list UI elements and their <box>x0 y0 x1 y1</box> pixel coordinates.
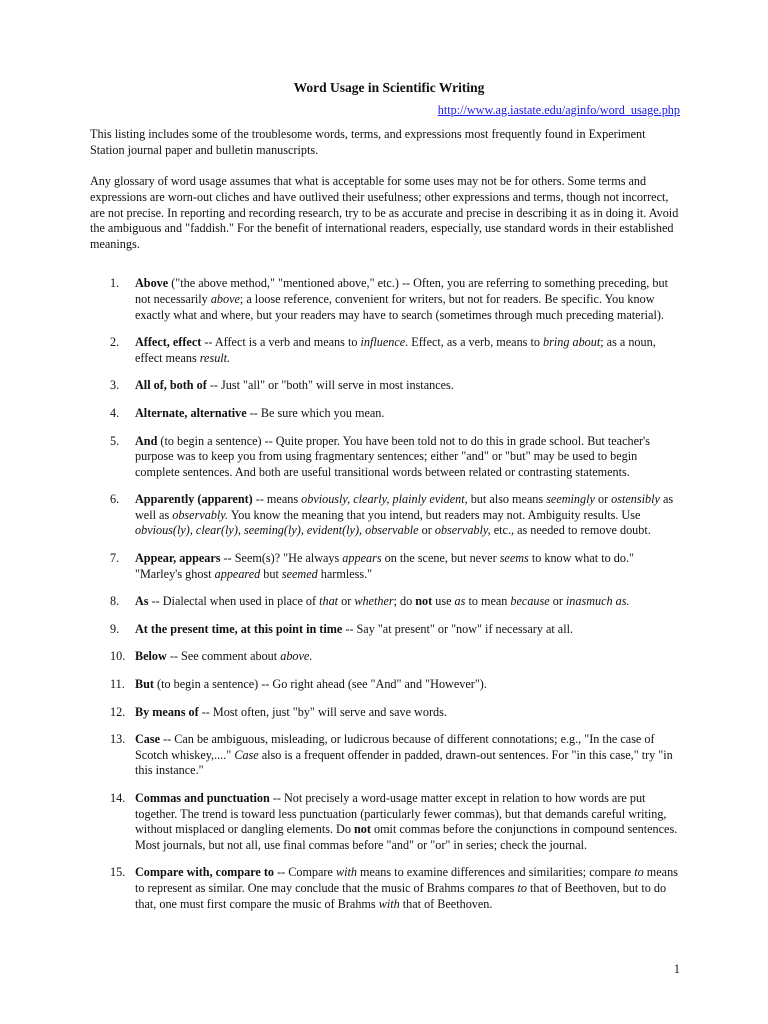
item-text-italic: that <box>319 594 339 609</box>
item-text-italic: bring about <box>543 335 601 350</box>
item-number: 10. <box>110 649 126 664</box>
item-text: -- Say "at present" or "now" if necessary at all. <box>342 621 574 636</box>
usage-item <box>90 492 680 539</box>
item-text: or <box>549 594 566 609</box>
item-term: But <box>135 677 154 692</box>
usage-item <box>90 434 680 481</box>
item-text: ; a loose reference, convenient for writers, but not for readers. Be specific. You know exactly what and where, but your readers may have to search (sometimes through much preceding material). <box>135 291 664 322</box>
item-text: ; do <box>393 594 416 609</box>
item-text: ("the above method," "mentioned above," etc.) -- Often, you are referring to something preceding, but not necessarily <box>135 276 668 306</box>
item-text: -- Be sure which you mean. <box>246 405 385 420</box>
item-text: -- means <box>252 492 302 507</box>
item-text-italic: to <box>634 865 644 880</box>
item-text: -- Not precisely a word-usage matter except in relation to how words are put together. The trend is toward less punctuation (particularly fewer commas), but that demands careful writing, without misplaced or dangling elements. Do <box>135 791 667 837</box>
item-text-italic: obviously, clearly, plainly evident <box>301 492 465 507</box>
item-text: to mean <box>465 594 511 609</box>
item-text: -- Dialectal when used in place of <box>148 594 320 609</box>
source-url-link[interactable]: http://www.ag.iastate.edu/aginfo/word_usage.php <box>437 102 680 117</box>
item-number: 2. <box>110 335 120 350</box>
item-number: 4. <box>110 405 120 420</box>
usage-item <box>90 335 680 366</box>
item-text: -- Affect is a verb and means to <box>201 335 361 350</box>
document-title: Word Usage in Scientific Writing <box>293 80 485 95</box>
item-text: etc., as needed to remove doubt. <box>490 523 651 538</box>
item-term: Case <box>135 732 161 747</box>
item-text-italic: seemingly <box>546 492 595 507</box>
item-text-italic: with <box>335 865 357 880</box>
item-number: 5. <box>110 433 120 448</box>
item-text: -- See comment about <box>166 649 281 664</box>
item-text: also is a frequent offender in padded, drawn-out sentences. For "in this case," try "in this instance." <box>135 747 673 778</box>
item-number: 11. <box>110 677 125 692</box>
item-text: You know the meaning that you intend, but readers may not. Ambiguity results. Use <box>228 507 641 522</box>
item-text-italic: appeared <box>214 566 261 581</box>
item-text-italic: above <box>210 291 240 306</box>
item-text-italic: above. <box>280 649 313 664</box>
usage-item <box>90 406 680 422</box>
item-term: Appear, appears <box>135 551 221 566</box>
page-number: 1 <box>673 962 680 976</box>
item-text: but <box>260 566 282 581</box>
item-text: -- Most often, just "by" will serve and save words. <box>198 704 447 719</box>
item-number: 3. <box>110 378 120 393</box>
item-text: that of Beethoven. <box>399 896 493 911</box>
usage-item <box>90 551 680 582</box>
item-term: And <box>135 433 158 448</box>
item-term: Compare with, compare to <box>135 865 275 880</box>
usage-item <box>90 705 680 721</box>
item-text: . Effect, as a verb, means to <box>405 335 544 350</box>
item-text: use <box>432 594 455 609</box>
item-text: -- Seem(s)? "He always <box>220 551 343 566</box>
item-text-italic: ostensibly <box>611 492 660 507</box>
item-text-bold: not <box>415 594 433 609</box>
usage-item <box>90 276 680 323</box>
intro-paragraph: This listing includes some of the troublesome words, terms, and expressions most frequently found in Experiment Station journal paper and bulletin manuscripts. <box>90 127 646 157</box>
item-text: or <box>418 523 435 538</box>
item-text-italic: with <box>378 896 400 911</box>
item-text-bold: not <box>354 822 371 837</box>
item-text-italic: whether <box>354 594 394 609</box>
item-text: ; as a noun, effect means <box>135 335 656 365</box>
item-term: As <box>135 594 149 609</box>
usage-item <box>90 732 680 779</box>
usage-item <box>90 677 680 693</box>
item-text: (to begin a sentence) -- Quite proper. You have been told not to do this in grade school. But teacher's purpose was to keep you from using fragmentary sentences; either "and" or "but" may be used to begin complete sentences. And both are useful transitional words between related or contrasting statements. <box>135 433 650 479</box>
item-text: -- Can be ambiguous, misleading, or ludicrous because of different connotations; e.g., "In the case of Scotch whiskey,...." <box>135 732 655 762</box>
item-text-italic: observably, <box>434 523 491 538</box>
usage-item <box>90 791 680 853</box>
item-text-italic: seemed <box>281 566 318 581</box>
usage-list <box>90 276 680 912</box>
item-text-italic: seems <box>499 551 529 566</box>
item-number: 9. <box>110 621 120 636</box>
item-text: to know what to do." "Marley's ghost <box>135 551 634 581</box>
item-text: -- Compare <box>274 865 336 880</box>
usage-item <box>90 378 680 394</box>
item-text-italic: as <box>454 594 466 609</box>
item-text-italic: inasmuch as. <box>565 594 630 609</box>
item-term: Commas and punctuation <box>135 791 270 805</box>
item-term: By means of <box>135 704 199 719</box>
usage-item <box>90 622 680 638</box>
item-number: 1. <box>110 276 120 291</box>
item-number: 7. <box>110 551 120 566</box>
item-text: on the scene, but never <box>381 551 500 566</box>
item-text: means to represent as similar. One may conclude that the music of Brahms compares <box>135 865 678 895</box>
item-text: as well as <box>135 492 674 522</box>
item-term: Below <box>135 649 167 664</box>
item-text-italic: appears <box>342 551 382 566</box>
item-term: Apparently (apparent) <box>135 492 253 507</box>
item-text-italic: because <box>510 594 550 609</box>
item-text: or <box>338 594 355 609</box>
item-text: harmless." <box>317 566 373 581</box>
usage-item <box>90 865 680 912</box>
intro-paragraph: Any glossary of word usage assumes that what is acceptable for some uses may not be for others. Some terms and expressions are worn-out cliches and have outlived their usefulness; other expressions and terms, though not incorrect, are not precise. In reporting and recording research, try to be as accurate and precise in describing it as in doing it. Avoid the ambiguous and "faddish." For the benefit of international readers, especially, use standard words in their established meanings. <box>90 174 679 251</box>
url-line <box>90 103 680 119</box>
item-number: 8. <box>110 594 120 609</box>
usage-item <box>90 594 680 610</box>
item-number: 6. <box>110 492 120 507</box>
item-term: At the present time, at this point in time <box>135 621 343 636</box>
item-text-italic: influence <box>360 335 406 350</box>
item-term: Above <box>135 276 169 291</box>
item-text: means to examine differences and similarities; compare <box>356 865 635 880</box>
item-term: Affect, effect <box>135 335 202 350</box>
item-text-italic: Case <box>234 747 259 762</box>
item-text: or <box>594 492 612 507</box>
item-text-italic: to <box>517 880 527 895</box>
item-text-italic: obvious(ly), clear(ly), seeming(ly), evident(ly), observable <box>135 523 419 538</box>
usage-item <box>90 649 680 665</box>
item-text-italic: result. <box>199 350 231 365</box>
item-number: 15. <box>110 865 126 880</box>
item-number: 13. <box>110 732 126 747</box>
item-term: All of, both of <box>135 378 207 393</box>
document-page <box>90 80 680 924</box>
item-number: 12. <box>110 704 126 719</box>
item-text: that of Beethoven, but to do that, one must first compare the music of Brahms <box>135 880 667 911</box>
item-text: omit commas before the conjunctions in compound sentences. Most journals, but not all, use final commas before "and" or "or" in series; check the journal. <box>135 822 678 852</box>
item-text: -- Just "all" or "both" will serve in most instances. <box>206 378 454 393</box>
item-text-italic: observably. <box>172 507 229 522</box>
item-text: , but also means <box>464 492 547 507</box>
item-text: (to begin a sentence) -- Go right ahead (see "And" and "However"). <box>153 677 487 692</box>
item-number: 14. <box>110 791 126 805</box>
item-term: Alternate, alternative <box>135 405 247 420</box>
